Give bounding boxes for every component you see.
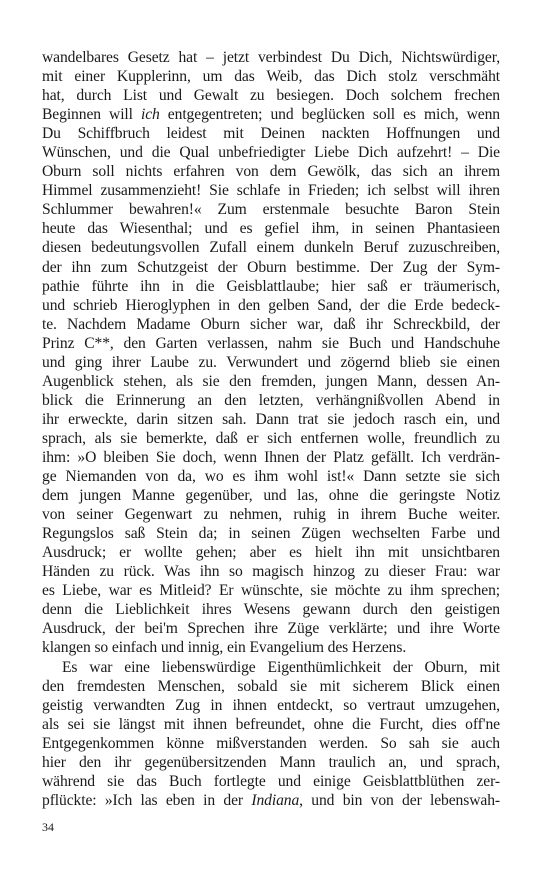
text-line: sprach, als sie bemerkte, daß er sich entfernen wolle, freundlich zu xyxy=(42,429,500,447)
text-line: der ihn zum Schutzgeist der Oburn bestimme. Der Zug der Sym- xyxy=(42,258,500,276)
text-line: ihr erweckte, darin sitzen sah. Dann trat sie jedoch rasch ein, und xyxy=(42,410,500,428)
text-line: pflückte: »Ich las eben in der Indiana, und bin von der lebenswah- xyxy=(42,791,500,809)
text-line: Himmel zusammenzieht! Sie schlafe in Frieden; ich selbst will ihren xyxy=(42,182,500,200)
text-line: Du Schiffbruch leidest mit Deinen nackten Hoffnungen und xyxy=(42,125,500,143)
text-line: und schrieb Hieroglyphen in den gelben Sand, der die Erde bedeck- xyxy=(42,296,500,314)
text-line: Prinz C**, den Garten verlassen, nahm sie Buch und Handschuhe xyxy=(42,334,500,352)
text-line: te. Nachdem Madame Oburn sicher war, daß ihr Schreckbild, der xyxy=(42,315,500,333)
text-line: Wünschen, und die Qual unbefriedigter Liebe Dich aufzehrt! – Die xyxy=(42,144,500,162)
text-line: geistig verwandten Zug in ihnen entdeckt, so vertraut umzugehen, xyxy=(42,696,500,714)
text-line: heute das Wiesenthal; und es gefiel ihm, in seinen Phantasieen xyxy=(42,220,500,238)
text-line: als sei sie längst mit ihnen befreundet, ohne die Furcht, dies off'ne xyxy=(42,715,500,733)
text-line: diesen bedeutungsvollen Zufall einem dunkeln Beruf zuzuschreiben, xyxy=(42,239,500,257)
text-line: Händen zu rück. Was ihn so magisch hinzog zu dieser Frau: war xyxy=(42,563,500,581)
text-line: blick die Erinnerung an den letzten, verhängnißvollen Abend in xyxy=(42,391,500,409)
text-line: dem jungen Manne gegenüber, und las, ohne die geringste Notiz xyxy=(42,487,500,505)
text-line: ihm: »O bleiben Sie doch, wenn Ihnen der Platz gefällt. Ich verdrän- xyxy=(42,448,500,466)
text-line: ge Niemanden von da, wo es ihm wohl ist!« Dann setzte sie sich xyxy=(42,468,500,486)
text-line: von seiner Gegenwart zu nehmen, ruhig in ihrem Buche weiter. xyxy=(42,506,500,524)
text-line: Regungslos saß Stein da; in seinen Zügen wechselten Farbe und xyxy=(42,525,500,543)
text-line: Oburn soll nichts erfahren von dem Gewölk, das sich an ihrem xyxy=(42,163,500,181)
text-line: Es war eine liebenswürdige Eigenthümlichkeit der Oburn, mit xyxy=(62,658,500,676)
body-text xyxy=(42,48,500,810)
text-line: Ausdruck; er wollte gehen; aber es hielt ihn mit unsichtbaren xyxy=(42,544,500,562)
text-line: hier den ihr gegenübersitzenden Mann traulich an, und sprach, xyxy=(42,753,500,771)
text-line: Entgegenkommen könne mißverstanden werden. So sah sie auch xyxy=(42,734,500,752)
text-line: denn die Lieblichkeit ihres Wesens gewann durch den geistigen xyxy=(42,601,500,619)
text-line: während sie das Buch fortlegte und einige Geisblattblüthen zer- xyxy=(42,772,500,790)
text-line: pathie führte ihn in die Geisblattlaube; hier saß er träumerisch, xyxy=(42,277,500,295)
text-line: klangen so einfach und innig, ein Evangelium des Herzens. xyxy=(42,639,407,657)
text-line: Ausdruck, der bei'm Sprechen ihre Züge verklärte; und ihre Worte xyxy=(42,620,500,638)
text-line: und ging ihrer Laube zu. Verwundert und zögernd blieb sie einen xyxy=(42,353,500,371)
text-line: wandelbares Gesetz hat – jetzt verbindest Du Dich, Nichtswürdiger, xyxy=(42,49,500,66)
page-number: 34 xyxy=(42,820,54,834)
text-line: es Liebe, war es Mitleid? Er wünschte, sie möchte zu ihm sprechen; xyxy=(42,582,500,600)
text-line: Beginnen will ich entgegentreten; und beglücken soll es mich, wenn xyxy=(42,106,500,124)
text-line: hat, durch List und Gewalt zu besiegen. Doch solchem frechen xyxy=(42,87,500,105)
text-line: den fremdesten Menschen, sobald sie mit sicherem Blick einen xyxy=(42,677,500,695)
text-line: Schlummer bewahren!« Zum erstenmale besuchte Baron Stein xyxy=(42,201,500,219)
text-line: mit einer Kupplerinn, um das Weib, das Dich stolz verschmäht xyxy=(42,68,500,86)
text-line: Augenblick stehen, als sie den fremden, jungen Mann, dessen An- xyxy=(42,372,500,390)
